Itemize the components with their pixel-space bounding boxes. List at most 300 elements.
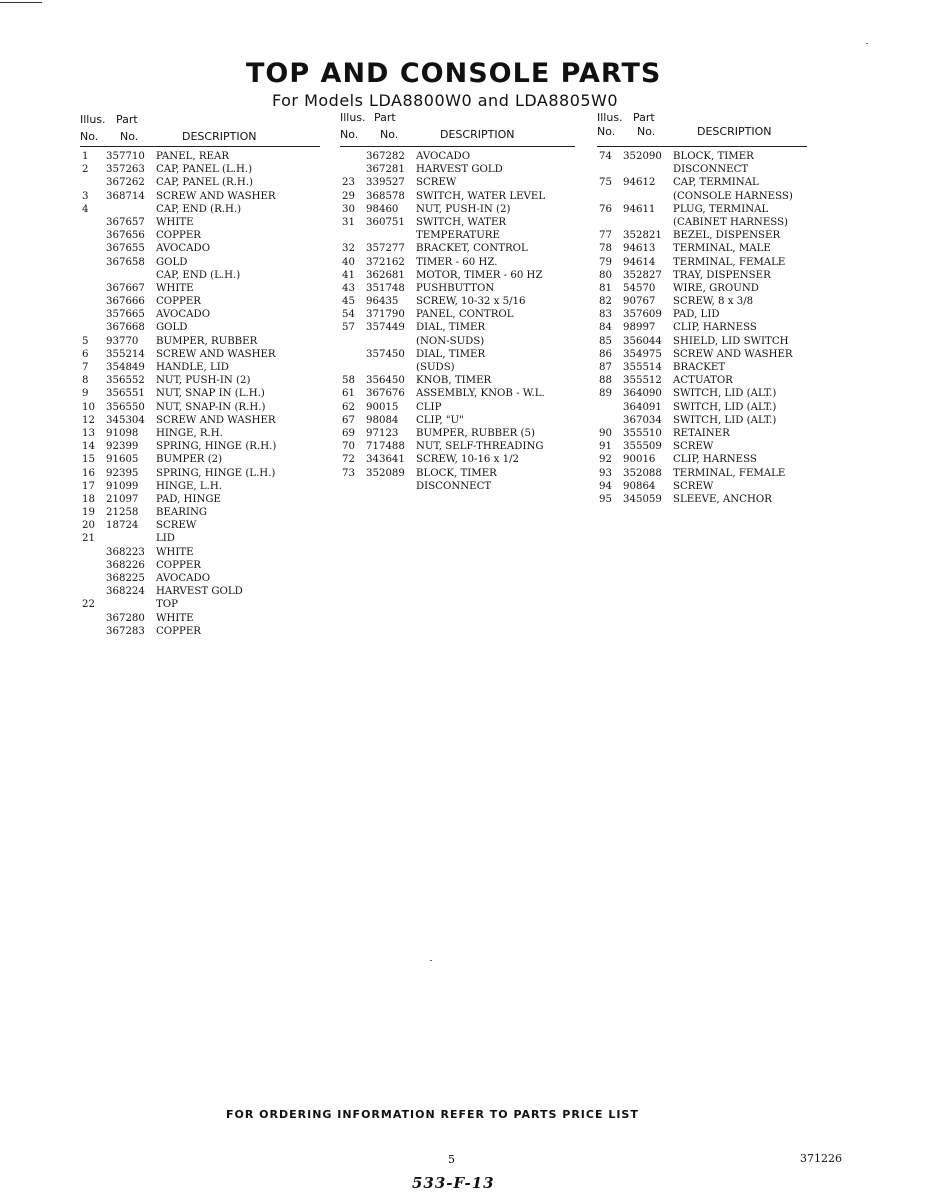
part-description: SWITCH, LID (ALT.) xyxy=(673,388,777,400)
table-row xyxy=(597,256,807,269)
part-number: 717488 xyxy=(366,441,405,453)
part-number: 362681 xyxy=(366,269,405,281)
part-number: 345304 xyxy=(106,414,145,426)
table-row xyxy=(597,176,807,189)
illus-number: 82 xyxy=(599,296,612,308)
illus-number: 41 xyxy=(342,269,355,281)
handwritten-note: 533-F-13 xyxy=(412,1174,495,1192)
part-description: RETAINER xyxy=(673,427,730,439)
table-row xyxy=(597,401,807,414)
part-description: CLIP, HARNESS xyxy=(673,322,757,334)
part-description: COPPER xyxy=(156,625,201,637)
part-description: PAD, HINGE xyxy=(156,493,221,505)
part-number: 356551 xyxy=(106,388,145,400)
table-row xyxy=(597,150,807,163)
part-description: TRAY, DISPENSER xyxy=(673,269,771,281)
table-row xyxy=(80,585,320,598)
table-row xyxy=(340,163,575,176)
part-description: DISCONNECT xyxy=(673,164,749,176)
illus-number: 5 xyxy=(82,335,89,347)
table-row xyxy=(340,348,575,361)
table-row xyxy=(340,308,575,321)
part-number: 97123 xyxy=(366,427,399,439)
table-row xyxy=(80,150,320,163)
table-row xyxy=(80,203,320,216)
table-row xyxy=(597,335,807,348)
table-row xyxy=(80,467,320,480)
part-number: 355512 xyxy=(623,375,662,387)
part-number: 90767 xyxy=(623,296,656,308)
illus-number: 9 xyxy=(82,388,89,400)
table-row xyxy=(597,269,807,282)
part-number: 367667 xyxy=(106,282,145,294)
document-number: 371226 xyxy=(800,1152,842,1165)
part-number: 351748 xyxy=(366,282,405,294)
illus-number: 45 xyxy=(342,296,355,308)
table-row xyxy=(80,361,320,374)
part-number: 357263 xyxy=(106,164,145,176)
part-description: MOTOR, TIMER - 60 HZ xyxy=(416,269,543,281)
part-description: SCREW, 10-16 x 1/2 xyxy=(416,454,520,466)
page-subtitle: For Models LDA8800W0 and LDA8805W0 xyxy=(272,91,619,110)
table-row xyxy=(340,427,575,440)
part-number: 367282 xyxy=(366,151,405,162)
part-description: PANEL, REAR xyxy=(156,151,230,162)
illus-number: 78 xyxy=(599,243,612,255)
part-description: BLOCK, TIMER xyxy=(416,467,497,479)
table-row xyxy=(340,229,575,242)
part-number: 357277 xyxy=(366,243,405,255)
part-description: SCREW AND WASHER xyxy=(673,348,793,360)
part-description: NUT, PUSH-IN (2) xyxy=(416,203,511,215)
part-description: SCREW xyxy=(673,441,714,453)
parts-column-3 xyxy=(597,111,807,506)
part-description: HANDLE, LID xyxy=(156,362,229,373)
table-row xyxy=(80,216,320,229)
table-row xyxy=(80,519,320,532)
table-row xyxy=(340,467,575,480)
illus-number: 86 xyxy=(599,348,612,360)
top-edge-rule xyxy=(0,2,42,3)
table-row xyxy=(80,480,320,493)
illus-number: 90 xyxy=(599,427,612,439)
part-number: 367283 xyxy=(106,625,145,637)
table-row xyxy=(80,546,320,559)
part-description: HINGE, R.H. xyxy=(156,427,223,439)
illus-number: 40 xyxy=(342,256,355,268)
part-description: CAP, END (R.H.) xyxy=(156,203,242,215)
part-number: 357449 xyxy=(366,322,405,334)
part-number: 360751 xyxy=(366,216,405,228)
table-row xyxy=(80,506,320,519)
part-number: 367668 xyxy=(106,322,145,334)
illus-number: 13 xyxy=(82,427,95,439)
part-description: HARVEST GOLD xyxy=(416,164,503,176)
table-row xyxy=(80,242,320,255)
part-description: AVOCADO xyxy=(156,243,211,255)
part-description: TERMINAL, FEMALE xyxy=(673,467,786,479)
part-description: LID xyxy=(156,533,175,545)
table-row xyxy=(597,427,807,440)
table-row xyxy=(340,269,575,282)
part-description: AVOCADO xyxy=(156,573,211,584)
part-description: BEARING xyxy=(156,507,208,519)
part-number: 345059 xyxy=(623,493,662,505)
illus-number: 92 xyxy=(599,454,612,466)
part-description: ACTUATOR xyxy=(673,375,733,387)
header-description: DESCRIPTION xyxy=(440,128,515,141)
table-row xyxy=(597,216,807,229)
header-illus-no: No. xyxy=(340,128,359,141)
illus-number: 54 xyxy=(342,309,355,321)
table-row xyxy=(340,387,575,400)
part-description: BEZEL, DISPENSER xyxy=(673,230,781,242)
table-row xyxy=(597,163,807,176)
illus-number: 81 xyxy=(599,282,612,294)
part-description: SPRING, HINGE (R.H.) xyxy=(156,441,277,453)
part-description: TIMER - 60 HZ. xyxy=(416,256,498,268)
illus-number: 85 xyxy=(599,335,612,347)
part-description: GOLD xyxy=(156,322,188,334)
part-number: 371790 xyxy=(366,309,405,321)
illus-number: 80 xyxy=(599,269,612,281)
illus-number: 76 xyxy=(599,203,612,215)
illus-number: 12 xyxy=(82,414,95,426)
page-title: TOP AND CONSOLE PARTS xyxy=(246,58,662,89)
part-description: BUMPER (2) xyxy=(156,454,223,466)
table-row xyxy=(340,190,575,203)
part-number: 352821 xyxy=(623,230,662,242)
table-row xyxy=(597,480,807,493)
illus-number: 87 xyxy=(599,362,612,373)
table-row xyxy=(340,321,575,334)
part-number: 21258 xyxy=(106,507,139,519)
table-row xyxy=(80,598,320,611)
parts-rows xyxy=(340,150,575,493)
illus-number: 22 xyxy=(82,599,95,611)
part-number: 354975 xyxy=(623,348,662,360)
part-number: 368578 xyxy=(366,190,405,202)
part-description: WHITE xyxy=(156,282,194,294)
part-number: 357450 xyxy=(366,348,405,360)
illus-number: 95 xyxy=(599,493,612,505)
table-row xyxy=(80,190,320,203)
illus-number: 83 xyxy=(599,309,612,321)
table-row xyxy=(340,256,575,269)
table-row xyxy=(80,321,320,334)
table-row xyxy=(80,269,320,282)
table-row xyxy=(80,625,320,638)
part-number: 368223 xyxy=(106,546,145,558)
illus-number: 73 xyxy=(342,467,355,479)
table-row xyxy=(597,242,807,255)
header-part-no: No. xyxy=(637,125,656,138)
part-description: WHITE xyxy=(156,612,194,624)
illus-number: 4 xyxy=(82,203,89,215)
illus-number: 29 xyxy=(342,190,355,202)
table-row xyxy=(597,440,807,453)
illus-number: 69 xyxy=(342,427,355,439)
table-row xyxy=(80,559,320,572)
illus-number: 88 xyxy=(599,375,612,387)
illus-number: 31 xyxy=(342,216,355,228)
part-number: 367656 xyxy=(106,230,145,242)
part-number: 356044 xyxy=(623,335,662,347)
header-part-no: No. xyxy=(380,128,399,141)
header-description: DESCRIPTION xyxy=(182,130,257,143)
part-number: 368226 xyxy=(106,559,145,571)
illus-number: 91 xyxy=(599,441,612,453)
illus-number: 77 xyxy=(599,230,612,242)
part-number: 96435 xyxy=(366,296,399,308)
part-number: 91098 xyxy=(106,427,139,439)
illus-number: 75 xyxy=(599,177,612,189)
table-row xyxy=(80,348,320,361)
illus-number: 93 xyxy=(599,467,612,479)
illus-number: 14 xyxy=(82,441,95,453)
table-row xyxy=(340,282,575,295)
part-number: 356552 xyxy=(106,375,145,387)
part-description: SWITCH, LID (ALT.) xyxy=(673,401,777,413)
part-description: SWITCH, WATER xyxy=(416,216,507,228)
table-row xyxy=(340,216,575,229)
table-row xyxy=(80,612,320,625)
table-row xyxy=(80,532,320,545)
table-row xyxy=(597,190,807,203)
part-description: TERMINAL, FEMALE xyxy=(673,256,786,268)
table-row xyxy=(597,282,807,295)
part-number: 355509 xyxy=(623,441,662,453)
part-description: SWITCH, WATER LEVEL xyxy=(416,190,546,202)
illus-number: 3 xyxy=(82,190,89,202)
part-description: DIAL, TIMER xyxy=(416,348,486,360)
table-row xyxy=(80,229,320,242)
illus-number: 18 xyxy=(82,493,95,505)
part-description: CLIP, HARNESS xyxy=(673,454,757,466)
part-number: 368225 xyxy=(106,573,145,584)
part-description: PANEL, CONTROL xyxy=(416,309,514,321)
header-part-top: Part xyxy=(374,111,396,124)
part-number: 352089 xyxy=(366,467,405,479)
table-row xyxy=(340,453,575,466)
part-number: 368224 xyxy=(106,586,145,598)
part-number: 367655 xyxy=(106,243,145,255)
part-number: 21097 xyxy=(106,493,139,505)
part-description: CLIP xyxy=(416,401,442,413)
part-description: PLUG, TERMINAL xyxy=(673,203,769,215)
illus-number: 7 xyxy=(82,362,89,373)
part-description: PUSHBUTTON xyxy=(416,282,495,294)
table-row xyxy=(597,229,807,242)
part-description: BRACKET xyxy=(673,362,726,373)
part-description: PAD, LID xyxy=(673,309,720,321)
part-description: DISCONNECT xyxy=(416,480,492,492)
part-description: (CABINET HARNESS) xyxy=(673,216,789,228)
part-number: 352090 xyxy=(623,151,662,162)
header-illus-no: No. xyxy=(80,130,99,143)
part-number: 18724 xyxy=(106,520,139,532)
table-row xyxy=(597,295,807,308)
illus-number: 20 xyxy=(82,520,95,532)
table-row xyxy=(80,308,320,321)
column-header xyxy=(340,111,575,147)
illus-number: 15 xyxy=(82,454,95,466)
illus-number: 70 xyxy=(342,441,355,453)
part-number: 91605 xyxy=(106,454,139,466)
illus-number: 32 xyxy=(342,243,355,255)
part-description: DIAL, TIMER xyxy=(416,322,486,334)
part-description: NUT, PUSH-IN (2) xyxy=(156,375,251,387)
illus-number: 30 xyxy=(342,203,355,215)
part-description: SHIELD, LID SWITCH xyxy=(673,335,789,347)
part-number: 94613 xyxy=(623,243,656,255)
page-number: 5 xyxy=(448,1153,455,1166)
illus-number: 61 xyxy=(342,388,355,400)
part-description: COPPER xyxy=(156,559,201,571)
part-description: SCREW xyxy=(416,177,457,189)
table-row xyxy=(340,150,575,163)
header-illus-no: No. xyxy=(597,125,616,138)
part-description: SCREW xyxy=(673,480,714,492)
part-description: (SUDS) xyxy=(416,362,455,373)
part-description: WHITE xyxy=(156,216,194,228)
illus-number: 94 xyxy=(599,480,612,492)
part-number: 356550 xyxy=(106,401,145,413)
part-description: ASSEMBLY, KNOB - W.L. xyxy=(416,388,545,400)
table-row xyxy=(597,387,807,400)
part-description: BUMPER, RUBBER (5) xyxy=(416,427,535,439)
illus-number: 23 xyxy=(342,177,355,189)
part-number: 352827 xyxy=(623,269,662,281)
part-description: TOP xyxy=(156,599,179,611)
part-description: AVOCADO xyxy=(156,309,211,321)
table-row xyxy=(597,361,807,374)
part-description: SCREW AND WASHER xyxy=(156,414,276,426)
part-number: 368714 xyxy=(106,190,145,202)
table-row xyxy=(80,401,320,414)
table-row xyxy=(80,335,320,348)
illus-number: 62 xyxy=(342,401,355,413)
part-description: WHITE xyxy=(156,546,194,558)
header-part-no: No. xyxy=(120,130,139,143)
table-row xyxy=(80,493,320,506)
table-row xyxy=(340,480,575,493)
part-number: 367657 xyxy=(106,216,145,228)
table-row xyxy=(80,374,320,387)
header-illus-top: Illus. xyxy=(80,113,106,126)
part-description: SCREW AND WASHER xyxy=(156,348,276,360)
part-number: 367666 xyxy=(106,296,145,308)
part-description: AVOCADO xyxy=(416,151,471,162)
part-number: 98460 xyxy=(366,203,399,215)
part-description: TERMINAL, MALE xyxy=(673,243,771,255)
part-description: HINGE, L.H. xyxy=(156,480,222,492)
parts-rows xyxy=(80,150,320,638)
table-row xyxy=(340,176,575,189)
parts-column-2 xyxy=(340,111,575,493)
illus-number: 21 xyxy=(82,533,95,545)
part-description: BLOCK, TIMER xyxy=(673,151,754,162)
part-number: 364091 xyxy=(623,401,662,413)
illus-number: 89 xyxy=(599,388,612,400)
header-part-top: Part xyxy=(633,111,655,124)
illus-number: 1 xyxy=(82,151,89,162)
part-description: CLIP, "U" xyxy=(416,414,464,426)
part-number: 357710 xyxy=(106,151,145,162)
part-description: SCREW, 8 x 3/8 xyxy=(673,296,754,308)
illus-number: 17 xyxy=(82,480,95,492)
table-row xyxy=(80,440,320,453)
table-row xyxy=(597,453,807,466)
part-description: SCREW xyxy=(156,520,197,532)
table-row xyxy=(597,203,807,216)
table-row xyxy=(80,176,320,189)
table-row xyxy=(80,427,320,440)
part-description: HARVEST GOLD xyxy=(156,586,243,598)
part-number: 367262 xyxy=(106,177,145,189)
illus-number: 43 xyxy=(342,282,355,294)
part-number: 364090 xyxy=(623,388,662,400)
header-description: DESCRIPTION xyxy=(697,125,772,138)
part-description: KNOB, TIMER xyxy=(416,375,492,387)
part-number: 367281 xyxy=(366,164,405,176)
table-row xyxy=(597,321,807,334)
part-description: SCREW, 10-32 x 5/16 xyxy=(416,296,526,308)
ordering-footer: FOR ORDERING INFORMATION REFER TO PARTS PRICE LIST xyxy=(226,1108,639,1121)
part-number: 94614 xyxy=(623,256,656,268)
illus-number: 72 xyxy=(342,454,355,466)
table-row xyxy=(340,361,575,374)
part-description: BUMPER, RUBBER xyxy=(156,335,258,347)
table-row xyxy=(340,374,575,387)
table-row xyxy=(340,203,575,216)
illus-number: 8 xyxy=(82,375,89,387)
illus-number: 79 xyxy=(599,256,612,268)
illus-number: 74 xyxy=(599,151,612,162)
table-row xyxy=(80,453,320,466)
part-description: SCREW AND WASHER xyxy=(156,190,276,202)
part-number: 355510 xyxy=(623,427,662,439)
illus-number: 67 xyxy=(342,414,355,426)
part-number: 367658 xyxy=(106,256,145,268)
part-description: (CONSOLE HARNESS) xyxy=(673,190,793,202)
column-header xyxy=(597,111,807,147)
table-row xyxy=(597,374,807,387)
table-row xyxy=(340,401,575,414)
part-description: COPPER xyxy=(156,296,201,308)
table-row xyxy=(340,242,575,255)
table-row xyxy=(80,414,320,427)
part-description: WIRE, GROUND xyxy=(673,282,759,294)
parts-rows xyxy=(597,150,807,506)
part-description: (NON-SUDS) xyxy=(416,335,485,347)
part-description: NUT, SNAP-IN (R.H.) xyxy=(156,401,266,413)
header-illus-top: Illus. xyxy=(340,111,366,124)
parts-column-1 xyxy=(80,111,320,638)
table-row xyxy=(80,572,320,585)
illus-number: 16 xyxy=(82,467,95,479)
table-row xyxy=(340,440,575,453)
illus-number: 19 xyxy=(82,507,95,519)
table-row xyxy=(340,335,575,348)
part-description: SPRING, HINGE (L.H.) xyxy=(156,467,276,479)
part-number: 357609 xyxy=(623,309,662,321)
part-description: BRACKET, CONTROL xyxy=(416,243,528,255)
part-description: SLEEVE, ANCHOR xyxy=(673,493,772,505)
table-row xyxy=(340,414,575,427)
illus-number: 84 xyxy=(599,322,612,334)
column-header xyxy=(80,111,320,147)
